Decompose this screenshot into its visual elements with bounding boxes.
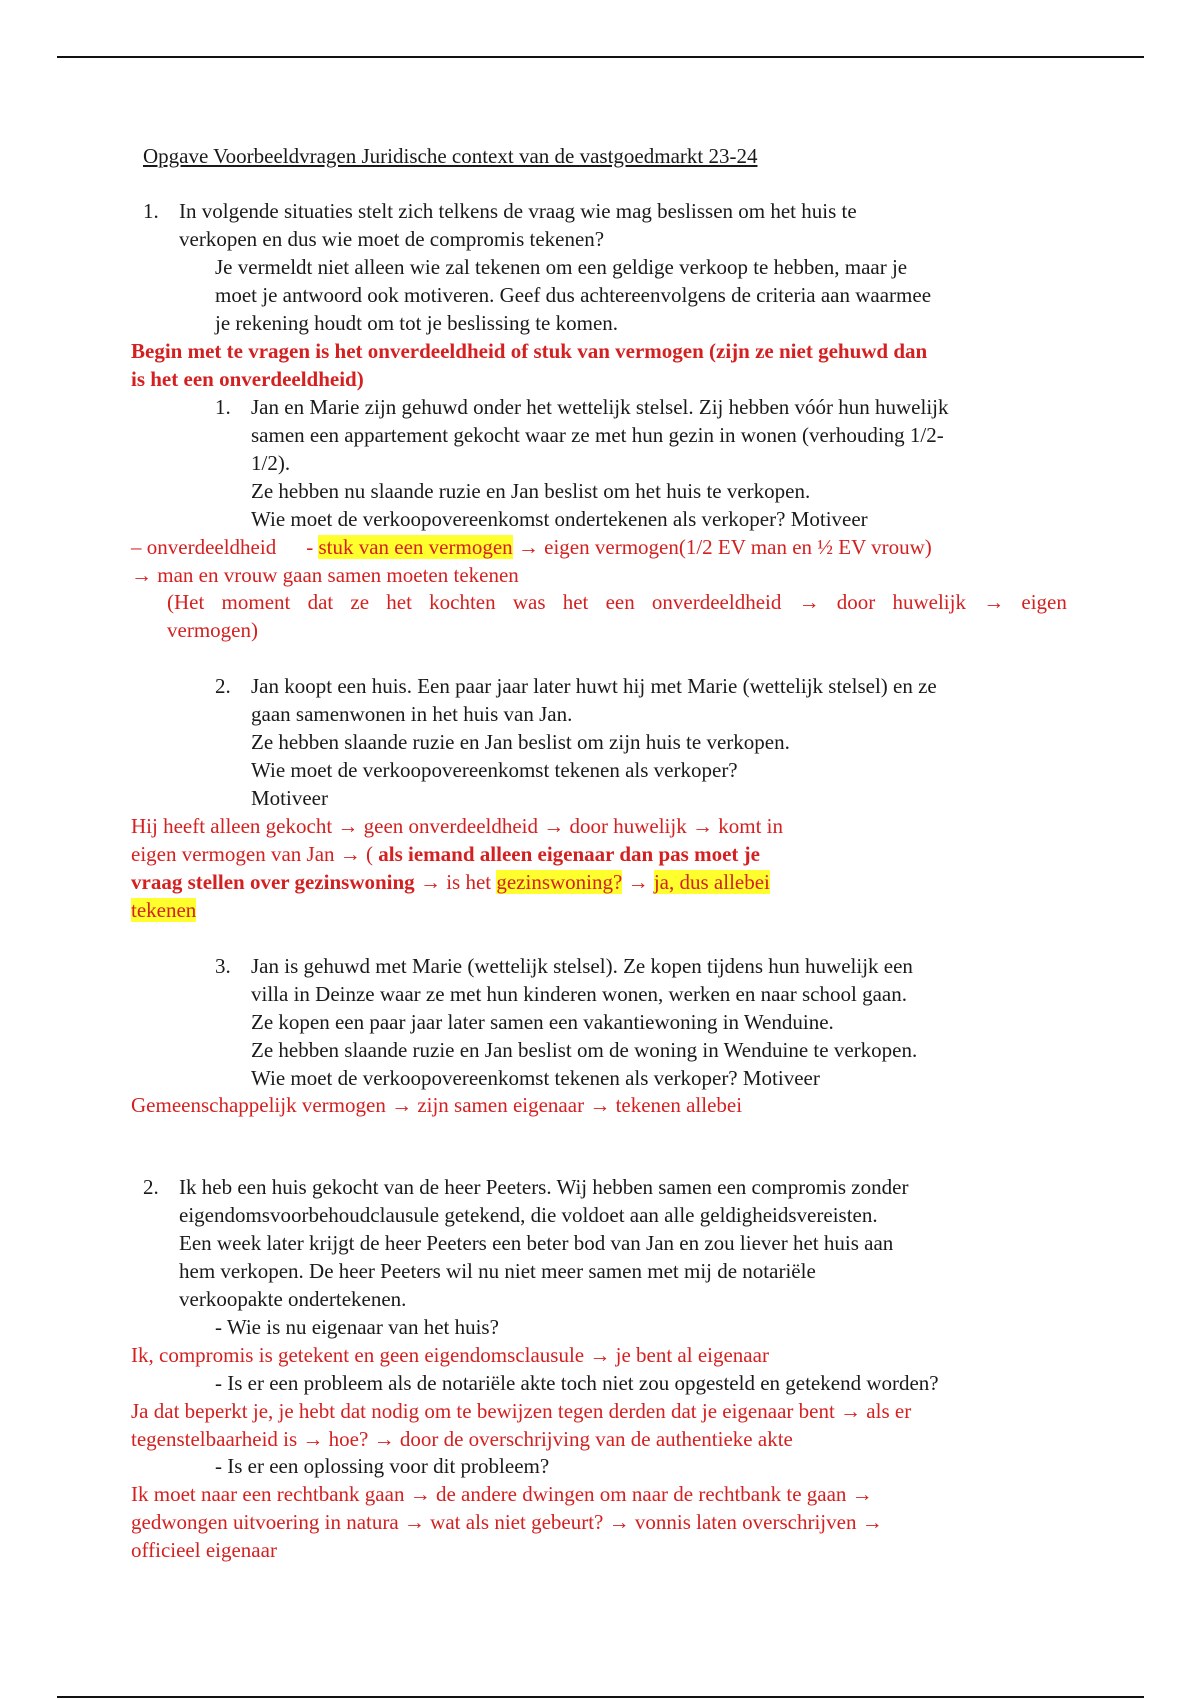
sub3-text-line: Wie moet de verkoopovereenkomst tekenen als verkoper? Motiveer: [251, 1066, 820, 1090]
answer-fragment: →: [622, 870, 654, 894]
sub3-text-line: Jan is gehuwd met Marie (wettelijk stelsel). Ze kopen tijdens hun huwelijk een: [251, 954, 913, 978]
justified-word: kochten: [429, 590, 496, 614]
sub1-number: 1.: [215, 395, 231, 419]
answer-fragment: → is het: [414, 870, 497, 894]
answer-bold-fragment: als iemand alleen eigenaar dan pas moet je: [378, 842, 760, 866]
document-title: Opgave Voorbeeldvragen Juridische context van de vastgoedmarkt 23-24: [143, 144, 758, 168]
sub1-text-line: samen een appartement gekocht waar ze met hun gezin in wonen (verhouding 1/2-: [251, 423, 944, 447]
answer-fragment: → eigen vermogen(1/2 EV man en ½ EV vrouw): [512, 535, 932, 559]
q1-hint-line: is het een onverdeeldheid): [131, 367, 364, 391]
sub2-answer-line: [131, 840, 760, 868]
q2-number: 2.: [143, 1175, 159, 1199]
sub1-answer-line: [131, 533, 932, 561]
justified-word: moment: [221, 590, 291, 614]
q2-answer-line: gedwongen uitvoering in natura → wat als niet gebeurt? → vonnis laten overschrijven →: [131, 1510, 883, 1534]
q1-instruction-line: moet je antwoord ook motiveren. Geef dus achtereenvolgens de criteria aan waarmee: [215, 283, 932, 307]
sub3-text-line: Ze hebben slaande ruzie en Jan beslist om de woning in Wenduine te verkopen.: [251, 1038, 918, 1062]
q2-text-line: Een week later krijgt de heer Peeters een beter bod van Jan en zou liever het huis aan: [179, 1231, 894, 1255]
sub2-text-line: gaan samenwonen in het huis van Jan.: [251, 702, 573, 726]
answer-fragment: -: [306, 535, 319, 559]
sub2-answer-line: Hij heeft alleen gekocht → geen onverdeeldheid → door huwelijk → komt in: [131, 814, 783, 838]
highlighted-text: tekenen: [131, 898, 197, 922]
justified-word: ze: [350, 590, 370, 614]
q2-answer-line: Ja dat beperkt je, je hebt dat nodig om te bewijzen tegen derden dat je eigenaar bent → als er: [131, 1399, 912, 1423]
sub2-text-line: Motiveer: [251, 786, 328, 810]
q1-text-line: In volgende situaties stelt zich telkens de vraag wie mag beslissen om het huis te: [179, 199, 857, 223]
sub3-text-line: villa in Deinze waar ze met hun kinderen wonen, werken en naar school gaan.: [251, 982, 907, 1006]
justified-word: →: [798, 590, 820, 614]
answer-fragment: eigen vermogen van Jan → (: [131, 842, 379, 866]
sub1-text-line: Ze hebben nu slaande ruzie en Jan beslist om het huis te verkopen.: [251, 479, 811, 503]
q2-subquestion: - Is er een probleem als de notariële akte toch niet zou opgesteld en getekend worden?: [215, 1371, 939, 1395]
sub2-answer-line: [131, 896, 196, 924]
sub2-text-line: Ze hebben slaande ruzie en Jan beslist om zijn huis te verkopen.: [251, 730, 790, 754]
q2-text-line: eigendomsvoorbehoudclausule getekend, die voldoet aan alle geldigheidsvereisten.: [179, 1203, 878, 1227]
q1-instruction-line: Je vermeldt niet alleen wie zal tekenen om een geldige verkoop te hebben, maar je: [215, 255, 908, 279]
justified-word: →: [983, 590, 1005, 614]
q2-subquestion: - Wie is nu eigenaar van het huis?: [215, 1315, 499, 1339]
justified-word: dat: [307, 590, 334, 614]
q1-text-line: verkopen en dus wie moet de compromis tekenen?: [179, 227, 605, 251]
justified-word: (Het: [167, 590, 205, 614]
bottom-rule: [57, 1696, 1144, 1698]
highlighted-text: stuk van een vermogen: [318, 535, 513, 559]
q1-instruction-line: je rekening houdt om tot je beslissing te komen.: [215, 311, 619, 335]
justified-word: was: [512, 590, 546, 614]
top-rule: [57, 56, 1144, 58]
sub2-text-line: Jan koopt een huis. Een paar jaar later huwt hij met Marie (wettelijk stelsel) en ze: [251, 674, 937, 698]
sub3-text-line: Ze kopen een paar jaar later samen een vakantiewoning in Wenduine.: [251, 1010, 834, 1034]
sub2-text-line: Wie moet de verkoopovereenkomst tekenen als verkoper?: [251, 758, 738, 782]
sub2-number: 2.: [215, 674, 231, 698]
sub1-answer-line: → man en vrouw gaan samen moeten tekenen: [131, 563, 519, 587]
sub2-answer-line: [131, 868, 770, 896]
justified-word: huwelijk: [892, 590, 966, 614]
sub1-text-line: Jan en Marie zijn gehuwd onder het wettelijk stelsel. Zij hebben vóór hun huwelijk: [251, 395, 949, 419]
sub1-answer-line: vermogen): [167, 618, 258, 642]
justified-word: een: [605, 590, 635, 614]
q1-number: 1.: [143, 199, 159, 223]
sub1-answer-justified-line: [167, 588, 1067, 616]
highlighted-text: gezinswoning?: [496, 870, 623, 894]
q2-text-line: verkoopakte ondertekenen.: [179, 1287, 407, 1311]
sub1-text-line: Wie moet de verkoopovereenkomst ondertekenen als verkoper? Motiveer: [251, 507, 868, 531]
justified-word: het: [386, 590, 412, 614]
answer-bold-fragment: vraag stellen over gezinswoning: [131, 870, 415, 894]
q2-subquestion: - Is er een oplossing voor dit probleem?: [215, 1454, 550, 1478]
q2-answer-line: Ik, compromis is getekent en geen eigendomsclausule → je bent al eigenaar: [131, 1343, 769, 1367]
sub3-number: 3.: [215, 954, 231, 978]
answer-fragment: – onverdeeldheid: [131, 535, 277, 559]
sub1-text-line: 1/2).: [251, 451, 291, 475]
justified-word: eigen: [1021, 590, 1067, 614]
sub3-answer-line: Gemeenschappelijk vermogen → zijn samen eigenaar → tekenen allebei: [131, 1093, 743, 1117]
q1-hint-line: Begin met te vragen is het onverdeeldheid of stuk van vermogen (zijn ze niet gehuwd dan: [131, 339, 928, 363]
highlighted-text: ja, dus allebei: [653, 870, 770, 894]
justified-word: het: [562, 590, 589, 614]
q2-answer-line: officieel eigenaar: [131, 1538, 277, 1562]
q2-answer-line: Ik moet naar een rechtbank gaan → de andere dwingen om naar de rechtbank te gaan →: [131, 1482, 873, 1506]
justified-word: door: [836, 590, 876, 614]
q2-text-line: hem verkopen. De heer Peeters wil nu niet meer samen met mij de notariële: [179, 1259, 816, 1283]
q2-answer-line: tegenstelbaarheid is → hoe? → door de overschrijving van de authentieke akte: [131, 1427, 793, 1451]
justified-word: onverdeeldheid: [651, 590, 782, 614]
q2-text-line: Ik heb een huis gekocht van de heer Peeters. Wij hebben samen een compromis zonder: [179, 1175, 909, 1199]
